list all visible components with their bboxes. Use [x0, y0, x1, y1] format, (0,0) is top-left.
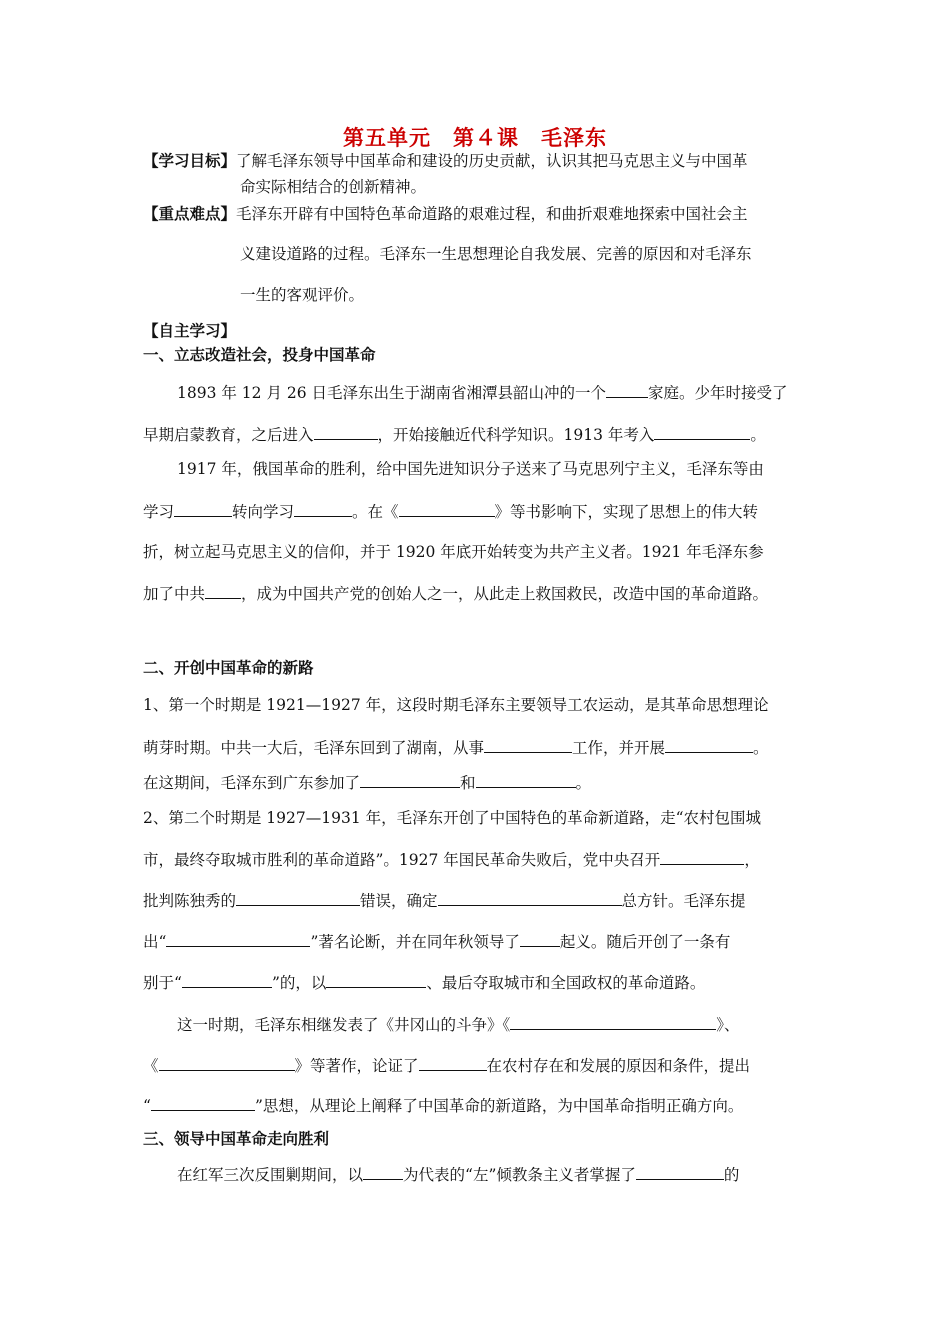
text-segment: 总方针。毛泽东提 — [621, 892, 746, 910]
fill-blank[interactable] — [363, 1164, 403, 1180]
s1-p2-line-a: 1917 年，俄国革命的胜利，给中国先进知识分子送来了马克思列宁主义，毛泽东等由 — [177, 460, 764, 478]
text-segment: 和 — [460, 774, 476, 792]
text-segment: 工作，并开展 — [572, 739, 666, 757]
text-segment: 起义。随后开创了一条有 — [559, 933, 731, 951]
text-segment: 。 — [753, 739, 769, 757]
text-segment: ”的，以 — [271, 974, 327, 992]
s3-p1-line-a — [177, 1164, 739, 1185]
text-segment: 萌芽时期。中共一大后，毛泽东回到了湖南，从事 — [143, 739, 485, 757]
page-title: 第五单元 第４课 毛泽东 — [343, 126, 607, 150]
s2-item1-line-a: 1、第一个时期是 1921—1927 年，这段时期毛泽东主要领导工农运动，是其革命思想理论 — [143, 696, 769, 714]
s2-item1-line-b — [143, 737, 769, 758]
text-segment: ，成为中国共产党的创始人之一，从此走上救国救民，改造中国的革命道路。 — [241, 585, 769, 603]
objectives-label: 【学习目标】 — [143, 152, 237, 170]
fill-blank[interactable] — [326, 972, 426, 988]
keypoints-line-3: 一生的客观评价。 — [240, 286, 365, 304]
fill-blank[interactable] — [174, 501, 232, 517]
text-segment: 。 — [575, 774, 592, 792]
s2-item3-line-a — [177, 1014, 740, 1035]
text-segment: ， — [744, 851, 760, 869]
text-segment: 》、 — [716, 1016, 740, 1034]
fill-blank[interactable] — [665, 737, 753, 753]
text-segment: 出“ — [143, 933, 167, 951]
s2-item2-line-b — [143, 849, 760, 870]
text-segment: 的 — [723, 1166, 740, 1184]
text-segment: 批判陈独秀的 — [143, 892, 237, 910]
fill-blank[interactable] — [314, 424, 378, 440]
keypoints-line-1 — [143, 204, 748, 224]
text-segment: ，开始接触近代科学知识。1913 年考入 — [377, 426, 655, 444]
text-segment: 。 — [750, 426, 766, 444]
text-segment: 市，最终夺取城市胜利的革命道路”。1927 年国民革命失败后，党中央召开 — [143, 851, 661, 869]
s2-item2-line-a: 2、第二个时期是 1927—1931 年，毛泽东开创了中国特色的革命新道路，走“农村包围城 — [143, 809, 762, 827]
fill-blank[interactable] — [484, 737, 572, 753]
fill-blank[interactable] — [438, 890, 622, 906]
objectives-line-2: 命实际相结合的创新精神。 — [240, 178, 427, 196]
keypoints-text-1: 毛泽东开辟有中国特色革命道路的艰难过程，和曲折艰难地探索中国社会主 — [236, 205, 748, 223]
text-segment: ”著名论断，并在同年秋领导了 — [310, 933, 520, 951]
fill-blank[interactable] — [399, 501, 495, 517]
text-segment: 。在《 — [352, 503, 399, 521]
s1-p2-line-d — [143, 583, 768, 604]
fill-blank[interactable] — [294, 501, 352, 517]
self-study-label: 【自主学习】 — [143, 322, 237, 340]
section3-heading: 三、领导中国革命走向胜利 — [143, 1130, 330, 1148]
s2-item3-line-b — [143, 1055, 750, 1076]
fill-blank[interactable] — [606, 382, 648, 398]
text-segment: ”思想，从理论上阐释了中国革命的新道路，为中国革命指明正确方向。 — [254, 1097, 744, 1115]
text-segment: 家庭。少年时接受了 — [648, 384, 788, 402]
text-segment: 错误，确定 — [360, 892, 438, 910]
s2-item2-line-d — [143, 931, 730, 952]
text-segment: 为代表的“左”倾教条主义者掌握了 — [403, 1166, 636, 1184]
section2-heading: 二、开创中国革命的新路 — [143, 659, 314, 677]
objectives-line-1 — [143, 151, 748, 171]
text-segment: 1893 年 12 月 26 日毛泽东出生于湖南省湘潭县韶山冲的一个 — [177, 384, 607, 402]
text-segment: 《 — [143, 1057, 159, 1075]
fill-blank[interactable] — [360, 772, 460, 788]
text-segment: 这一时期，毛泽东相继发表了《井冈山的斗争》《 — [177, 1016, 511, 1034]
s2-item2-line-c — [143, 890, 746, 911]
text-segment: 》等著作，论证了 — [294, 1057, 419, 1075]
text-segment: 在红军三次反围剿期间，以 — [177, 1166, 364, 1184]
fill-blank[interactable] — [476, 772, 576, 788]
fill-blank[interactable] — [236, 890, 360, 906]
fill-blank[interactable] — [151, 1095, 255, 1111]
text-segment: “ — [143, 1097, 151, 1115]
fill-blank[interactable] — [520, 931, 560, 947]
section1-heading: 一、立志改造社会，投身中国革命 — [143, 346, 376, 364]
text-segment: 在农村存在和发展的原因和条件，提出 — [486, 1057, 751, 1075]
s2-item3-line-c — [143, 1095, 743, 1116]
fill-blank[interactable] — [636, 1164, 724, 1180]
text-segment: 在这期间，毛泽东到广东参加了 — [143, 774, 361, 792]
s1-p2-line-b — [143, 501, 758, 522]
text-segment: 别于“ — [143, 974, 182, 992]
text-segment: 早期启蒙教育，之后进入 — [143, 426, 314, 444]
fill-blank[interactable] — [510, 1014, 716, 1030]
fill-blank[interactable] — [159, 1055, 295, 1071]
text-segment: 转向学习 — [232, 503, 295, 521]
s2-item1-line-c — [143, 772, 591, 793]
text-segment: 学习 — [143, 503, 175, 521]
keypoints-label: 【重点难点】 — [143, 205, 237, 223]
s1-p2-line-c: 折，树立起马克思主义的信仰，并于 1920 年底开始转变为共产主义者。1921 年毛泽东参 — [143, 543, 764, 561]
fill-blank[interactable] — [654, 424, 750, 440]
objectives-text-1: 了解毛泽东领导中国革命和建设的历史贡献，认识其把马克思主义与中国革 — [236, 152, 748, 170]
s1-p1-line-a — [177, 382, 788, 403]
text-segment: 、最后夺取城市和全国政权的革命道路。 — [426, 974, 706, 992]
text-segment: 》等书影响下，实现了思想上的伟大转 — [494, 503, 759, 521]
keypoints-line-2: 义建设道路的过程。毛泽东一生思想理论自我发展、完善的原因和对毛泽东 — [240, 245, 752, 263]
fill-blank[interactable] — [166, 931, 310, 947]
fill-blank[interactable] — [660, 849, 744, 865]
fill-blank[interactable] — [419, 1055, 487, 1071]
s2-item2-line-e — [143, 972, 705, 993]
s1-p1-line-b — [143, 424, 766, 445]
fill-blank[interactable] — [182, 972, 272, 988]
fill-blank[interactable] — [205, 583, 241, 599]
text-segment: 加了中共 — [143, 585, 206, 603]
